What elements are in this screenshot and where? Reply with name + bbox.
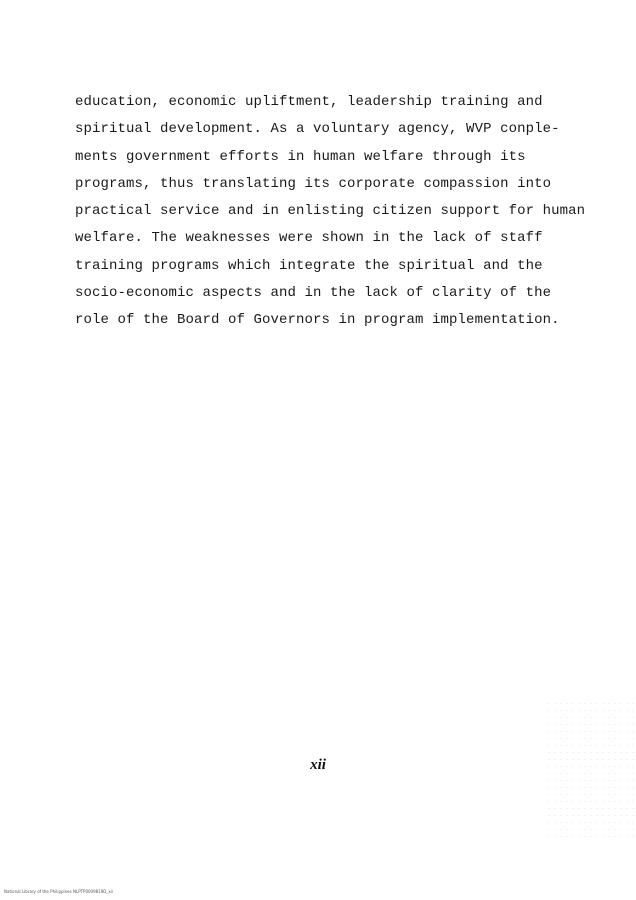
text-line: role of the Board of Governors in program implementation.: [75, 312, 560, 329]
page-number: xii: [310, 757, 326, 773]
text-line: education, economic upliftment, leadership training and: [75, 94, 543, 110]
text-line: socio-economic aspects and in the lack of clarity of the: [75, 285, 552, 302]
text-line: practical service and in enlisting citizen support for human: [75, 203, 586, 220]
footer-stamp: National Library of the Philippines NLPTP0009819D_xii: [4, 889, 113, 894]
body-paragraph: [75, 89, 586, 335]
text-line: welfare. The weaknesses were shown in the lack of staff: [75, 230, 543, 247]
text-line: spiritual development. As a voluntary agency, WVP conple-: [75, 121, 560, 138]
text-line: ments government efforts in human welfare through its: [75, 148, 526, 165]
text-line: training programs which integrate the spiritual and the: [75, 257, 543, 274]
text-line: programs, thus translating its corporate compassion into: [75, 175, 552, 192]
